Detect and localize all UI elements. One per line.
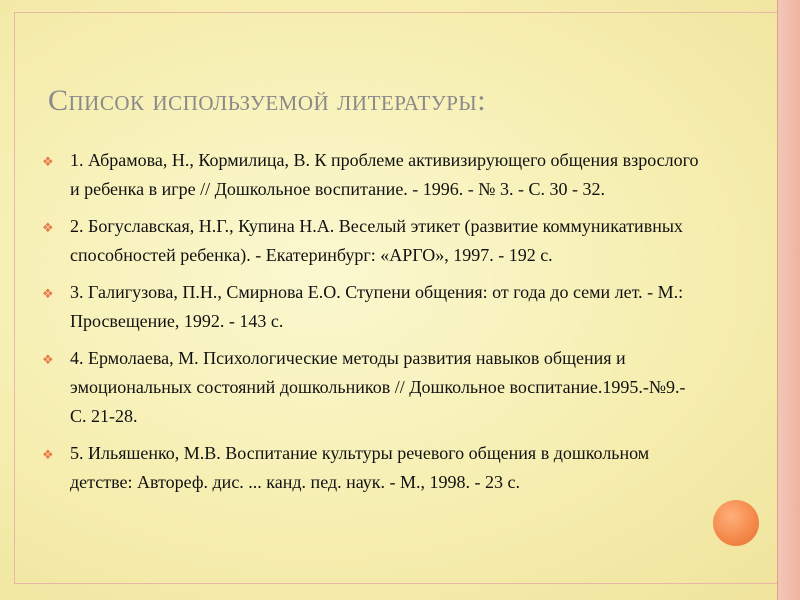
reference-text: 2. Богуславская, Н.Г., Купина Н.А. Веселый этикет (развитие коммуникативных способностей ребенка). - Екатеринбург: «АРГО», 1997. - 192 с. — [70, 216, 683, 265]
references-list — [40, 146, 700, 505]
slide-title: Список используемой литературы: — [48, 84, 487, 117]
side-decorative-bar — [778, 0, 800, 600]
reference-item-3 — [40, 278, 700, 336]
bullet-icon: ❖ — [42, 447, 54, 462]
reference-text: 4. Ермолаева, М. Психологические методы развития навыков общения и эмоциональных состояний дошкольников // Дошкольное воспитание.1995.-№9.-С. 21-28. — [70, 348, 686, 426]
reference-text: 1. Абрамова, Н., Кормилица, В. К проблеме активизирующего общения взрослого и ребенка в игре // Дошкольное воспитание. - 1996. - № 3. - С. 30 - 32. — [70, 150, 699, 199]
reference-text: 5. Ильяшенко, М.В. Воспитание культуры речевого общения в дошкольном детстве: Автореф. дис. ... канд. пед. наук. - М., 1998. - 23 с. — [70, 443, 650, 492]
reference-item-4 — [40, 344, 700, 431]
bullet-icon: ❖ — [42, 154, 54, 169]
bullet-icon: ❖ — [42, 286, 54, 301]
bullet-icon: ❖ — [42, 352, 54, 367]
decorative-circle-icon — [713, 500, 759, 546]
reference-item-2 — [40, 212, 700, 270]
bullet-icon: ❖ — [42, 220, 54, 235]
reference-text: 3. Галигузова, П.Н., Смирнова Е.О. Ступени общения: от года до семи лет. - М.: Просвещение, 1992. - 143 с. — [70, 282, 684, 331]
reference-item-5 — [40, 439, 700, 497]
reference-item-1 — [40, 146, 700, 204]
